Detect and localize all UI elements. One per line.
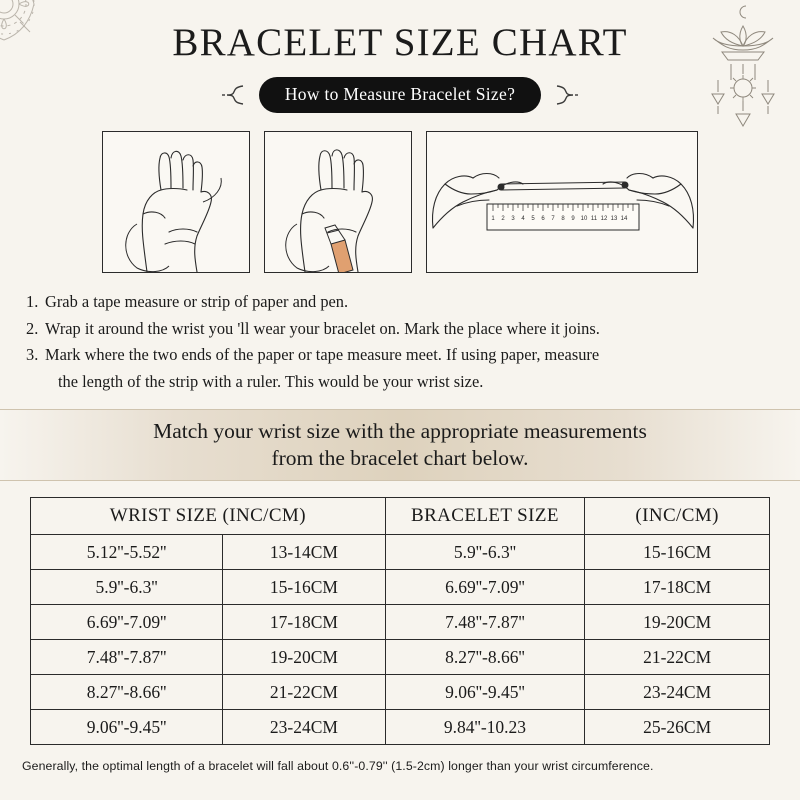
svg-text:5: 5: [531, 216, 535, 222]
svg-text:2: 2: [501, 216, 505, 222]
cell-wrist-inch: 6.69''-7.09'': [31, 605, 223, 640]
cell-wrist-inch: 8.27''-8.66'': [31, 675, 223, 710]
cell-bracelet-inch: 5.9''-6.3'': [385, 535, 585, 570]
list-item: [26, 342, 776, 395]
subtitle-row: [0, 77, 800, 113]
svg-text:11: 11: [590, 216, 598, 222]
step-text: Wrap it around the wrist you 'll wear your bracelet on. Mark the place where it joins.: [45, 318, 600, 338]
table-row: [31, 535, 770, 570]
figure-hand-with-tape-strip: [102, 131, 250, 273]
cell-bracelet-cm: 15-16CM: [585, 535, 770, 570]
cell-wrist-cm: 19-20CM: [223, 640, 386, 675]
svg-text:6: 6: [541, 216, 545, 222]
cell-wrist-inch: 7.48''-7.87'': [31, 640, 223, 675]
cell-wrist-cm: 15-16CM: [223, 570, 386, 605]
cell-bracelet-cm: 23-24CM: [585, 675, 770, 710]
cell-bracelet-inch: 7.48''-7.87'': [385, 605, 585, 640]
header-bracelet-size: BRACELET SIZE: [385, 498, 585, 535]
cell-bracelet-cm: 25-26CM: [585, 710, 770, 745]
flourish-right-icon: [551, 80, 581, 110]
size-table-wrapper: [30, 497, 770, 745]
cell-bracelet-cm: 19-20CM: [585, 605, 770, 640]
svg-text:9: 9: [571, 216, 575, 222]
table-row: [31, 675, 770, 710]
cell-wrist-cm: 21-22CM: [223, 675, 386, 710]
svg-text:14: 14: [620, 216, 628, 222]
cell-bracelet-inch: 9.84''-10.23: [385, 710, 585, 745]
svg-text:1: 1: [491, 216, 495, 222]
header-wrist-size: WRIST SIZE (INC/CM): [31, 498, 386, 535]
cell-bracelet-inch: 8.27''-8.66'': [385, 640, 585, 675]
footnote: Generally, the optimal length of a bracelet will fall about 0.6''-0.79'' (1.5-2cm) longer than your wrist circumference.: [22, 759, 654, 774]
subtitle-pill: How to Measure Bracelet Size?: [259, 77, 541, 113]
match-size-banner: [0, 409, 800, 481]
cell-bracelet-inch: 6.69''-7.09'': [385, 570, 585, 605]
figure-hands-measuring-with-ruler: [426, 131, 698, 273]
header-bracelet-units: (INC/CM): [585, 498, 770, 535]
cell-bracelet-inch: 9.06''-9.45'': [385, 675, 585, 710]
svg-text:4: 4: [521, 216, 525, 222]
step-text: Mark where the two ends of the paper or tape measure meet. If using paper, measure: [45, 345, 600, 365]
banner-line-2: from the bracelet chart below.: [271, 446, 529, 471]
cell-bracelet-cm: 21-22CM: [585, 640, 770, 675]
figure-hand-with-pencil-marking: [264, 131, 412, 273]
banner-line-1: Match your wrist size with the appropriate measurements: [153, 418, 647, 443]
cell-wrist-cm: 13-14CM: [223, 535, 386, 570]
instruction-steps: [26, 289, 776, 395]
step-number: 3.: [26, 345, 39, 365]
svg-text:12: 12: [600, 216, 608, 222]
page-title: BRACELET SIZE CHART: [172, 21, 628, 64]
cell-wrist-cm: 17-18CM: [223, 605, 386, 640]
table-header-row: [31, 498, 770, 535]
table-row: [31, 640, 770, 675]
svg-text:3: 3: [511, 216, 515, 222]
svg-text:8: 8: [561, 216, 565, 222]
flourish-left-icon: [219, 80, 249, 110]
table-row: [31, 710, 770, 745]
bracelet-size-table: [30, 497, 770, 745]
step-number: 1.: [26, 292, 39, 311]
svg-text:10: 10: [580, 216, 588, 222]
table-row: [31, 605, 770, 640]
cell-wrist-inch: 9.06''-9.45'': [31, 710, 223, 745]
step-text-continued: the length of the strip with a ruler. This would be your wrist size.: [58, 371, 484, 391]
list-item: [26, 289, 776, 316]
svg-text:7: 7: [551, 216, 555, 222]
cell-wrist-inch: 5.9''-6.3'': [31, 570, 223, 605]
cell-bracelet-cm: 17-18CM: [585, 570, 770, 605]
svg-text:13: 13: [610, 216, 618, 222]
cell-wrist-cm: 23-24CM: [223, 710, 386, 745]
cell-wrist-inch: 5.12''-5.52'': [31, 535, 223, 570]
step-number: 2.: [26, 318, 39, 338]
list-item: [26, 316, 776, 343]
table-row: [31, 570, 770, 605]
step-text: Grab a tape measure or strip of paper and pen.: [45, 292, 349, 311]
illustration-group: [0, 131, 800, 273]
